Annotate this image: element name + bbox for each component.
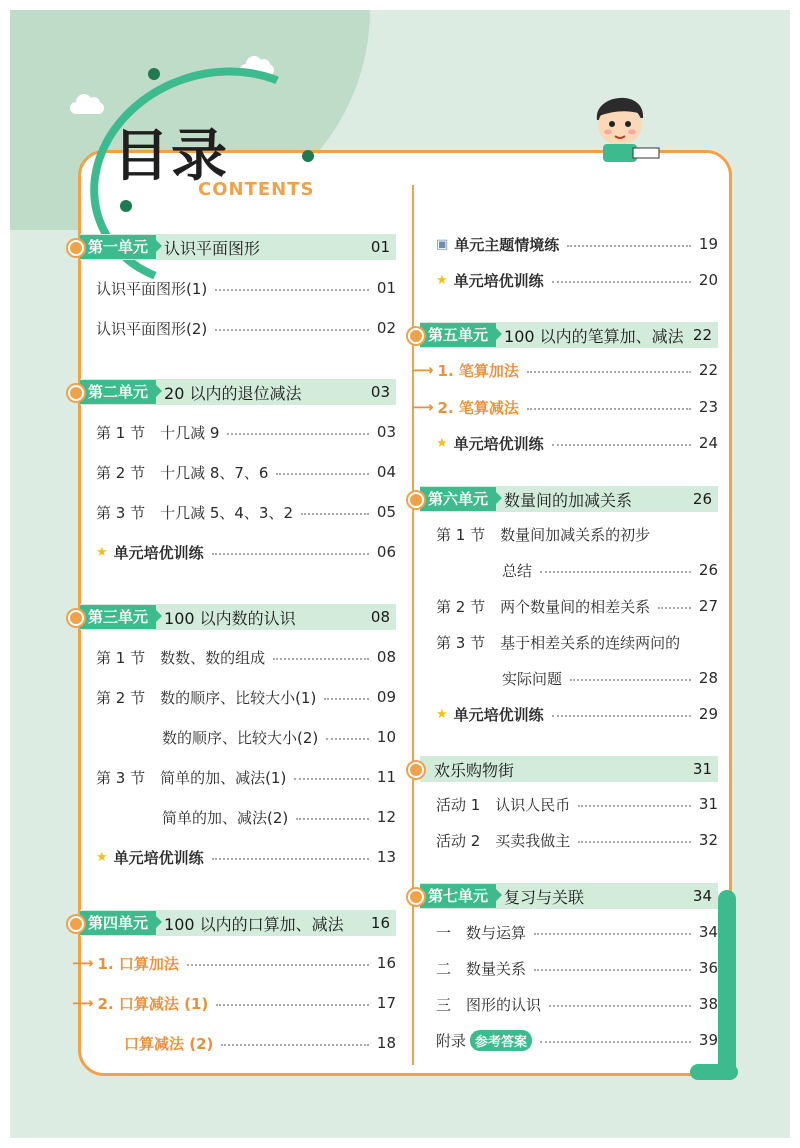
dotted-leader [578, 841, 691, 843]
page-number: 03 [376, 423, 396, 441]
dotted-leader [578, 805, 691, 807]
toc-entry[interactable] [96, 500, 396, 524]
page-number: 31 [698, 795, 718, 813]
book-icon: ▣ [436, 236, 449, 252]
page-number: 19 [698, 235, 718, 253]
page-number: 16 [370, 914, 390, 932]
entry-label: 单元主题情境练 [454, 235, 560, 254]
entry-label: 第 2 节 数的顺序、比较大小(1) [96, 688, 317, 707]
toc-entry[interactable] [72, 951, 396, 975]
entry-label: 单元培优训练 [453, 271, 544, 290]
toc-entry[interactable] [502, 666, 718, 690]
arrow-icon: ⟶ [412, 361, 434, 379]
page-number: 32 [698, 831, 718, 849]
entry-label: 一 数与运算 [436, 923, 527, 942]
star-icon: ★ [436, 435, 448, 451]
page-number: 09 [376, 688, 396, 706]
dotted-leader [187, 964, 369, 966]
star-icon: ★ [96, 544, 108, 560]
page-number: 31 [692, 760, 712, 778]
page-number: 27 [698, 597, 718, 615]
dotted-leader [540, 571, 691, 573]
dotted-leader [552, 715, 691, 717]
page-number: 22 [698, 361, 718, 379]
bullet-dot-icon [408, 762, 424, 778]
entry-label: 2. 口算减法 (1) [97, 994, 209, 1013]
dotted-leader [527, 371, 691, 373]
entry-label: 活动 2 买卖我做主 [436, 831, 571, 850]
toc-entry[interactable] [436, 594, 718, 618]
page-number: 16 [376, 954, 396, 972]
dotted-leader [296, 818, 369, 820]
column-divider [412, 185, 414, 1065]
toc-entry[interactable] [502, 558, 718, 582]
toc-entry[interactable] [96, 685, 396, 709]
dotted-leader [273, 658, 369, 660]
section-header[interactable] [420, 322, 718, 348]
entry-label: 第 1 节 十几减 9 [96, 423, 220, 442]
toc-entry[interactable] [96, 645, 396, 669]
section-header[interactable] [420, 486, 718, 512]
entry-label: 第 2 节 两个数量间的相差关系 [436, 597, 651, 616]
entry-label: 第 2 节 十几减 8、7、6 [96, 463, 269, 482]
page-number: 38 [698, 995, 718, 1013]
page-title: 目录 [113, 124, 229, 189]
green-dot-icon [148, 68, 160, 80]
unit-tag: 第三单元 [80, 605, 156, 629]
dotted-leader [540, 1041, 691, 1043]
dotted-leader [276, 473, 368, 475]
page-number: 28 [698, 669, 718, 687]
unit-name: 认识平面图形 [164, 238, 261, 258]
unit-tag: 第五单元 [420, 323, 496, 347]
toc-entry[interactable] [412, 358, 718, 382]
page-number: 29 [698, 705, 718, 723]
toc-entry[interactable] [124, 1031, 396, 1055]
bullet-dot-icon [408, 328, 424, 344]
bullet-dot-icon [408, 889, 424, 905]
toc-entry[interactable] [436, 630, 718, 654]
page-number: 01 [376, 279, 396, 297]
toc-entry[interactable] [436, 792, 718, 816]
dotted-leader [326, 738, 369, 740]
page-number: 23 [698, 398, 718, 416]
entry-label: 第 1 节 数数、数的组成 [96, 648, 266, 667]
toc-entry[interactable] [436, 702, 718, 726]
entry-label: 总结 [502, 561, 533, 580]
dotted-leader [570, 679, 691, 681]
entry-label: 单元培优训练 [113, 543, 204, 562]
page-number: 11 [376, 768, 396, 786]
dotted-leader [215, 329, 369, 331]
unit-name: 100 以内的笔算加、减法 [504, 326, 684, 346]
page-number: 36 [698, 959, 718, 977]
page-number: 08 [370, 608, 390, 626]
arrow-icon: ⟶ [412, 398, 434, 416]
bullet-dot-icon [68, 916, 84, 932]
toc-entry[interactable] [162, 725, 396, 749]
toc-entry[interactable] [436, 920, 718, 944]
entry-label: 第 3 节 基于相差关系的连续两问的 [436, 633, 681, 652]
toc-entry[interactable] [436, 268, 718, 292]
side-bar-decoration [718, 890, 736, 1080]
bullet-dot-icon [68, 610, 84, 626]
entry-label: 单元培优训练 [113, 848, 204, 867]
page-number: 06 [376, 543, 396, 561]
star-icon: ★ [436, 706, 448, 722]
entry-label: 认识平面图形(1) [96, 279, 208, 298]
entry-label: 2. 笔算减法 [437, 398, 519, 417]
toc-entry[interactable] [96, 420, 396, 444]
bullet-dot-icon [68, 385, 84, 401]
page-number: 26 [698, 561, 718, 579]
page-number: 22 [692, 326, 712, 344]
dotted-leader [301, 513, 369, 515]
dotted-leader [534, 933, 691, 935]
toc-entry[interactable] [436, 956, 718, 980]
toc-entry[interactable] [96, 540, 396, 564]
page-subtitle: CONTENTS [198, 179, 315, 200]
toc-entry[interactable] [436, 828, 718, 852]
entry-label: 活动 1 认识人民币 [436, 795, 571, 814]
toc-entry[interactable] [436, 1028, 718, 1052]
dotted-leader [552, 281, 691, 283]
entry-label: 单元培优训练 [453, 705, 544, 724]
page-number: 13 [376, 848, 396, 866]
dotted-leader [216, 1004, 369, 1006]
toc-entry[interactable] [436, 992, 718, 1016]
dotted-leader [215, 289, 369, 291]
entry-label: 1. 口算加法 [97, 954, 179, 973]
toc-entry[interactable] [436, 232, 718, 256]
unit-name: 复习与关联 [504, 887, 585, 907]
section-header[interactable] [80, 379, 396, 405]
star-icon: ★ [436, 272, 448, 288]
entry-label: 第 3 节 简单的加、减法(1) [96, 768, 287, 787]
page-number: 34 [692, 887, 712, 905]
section-header[interactable] [80, 910, 396, 936]
star-icon: ★ [96, 849, 108, 865]
dotted-leader [227, 433, 369, 435]
toc-entry[interactable] [96, 765, 396, 789]
entry-label: 三 图形的认识 [436, 995, 542, 1014]
section-header[interactable] [420, 883, 718, 909]
unit-name: 20 以内的退位减法 [164, 383, 302, 403]
unit-tag: 第四单元 [80, 911, 156, 935]
toc-entry[interactable] [96, 845, 396, 869]
toc-entry[interactable] [162, 805, 396, 829]
unit-tag: 第七单元 [420, 884, 496, 908]
page-number: 24 [698, 434, 718, 452]
dotted-leader [549, 1005, 691, 1007]
toc-entry[interactable] [96, 276, 396, 300]
entry-label: 单元培优训练 [453, 434, 544, 453]
entry-label: 第 3 节 十几减 5、4、3、2 [96, 503, 294, 522]
dotted-leader [534, 969, 691, 971]
green-dot-icon [302, 150, 314, 162]
entry-label: 实际问题 [502, 669, 563, 688]
toc-entry[interactable] [412, 395, 718, 419]
entry-label: 1. 笔算加法 [437, 361, 519, 380]
boy-reading-illustration [575, 80, 665, 170]
green-dot-icon [120, 200, 132, 212]
page-number: 20 [698, 271, 718, 289]
toc-entry[interactable] [436, 431, 718, 455]
page-number: 01 [370, 238, 390, 256]
entry-label: 第 1 节 数量间加减关系的初步 [436, 525, 651, 544]
entry-label: 口算减法 (2) [124, 1034, 214, 1053]
arrow-icon: ⟶ [72, 994, 94, 1012]
unit-name: 100 以内的口算加、减法 [164, 914, 344, 934]
page-number: 05 [376, 503, 396, 521]
dotted-leader [212, 858, 369, 860]
entry-label: 二 数量关系 [436, 959, 527, 978]
unit-name: 欢乐购物街 [434, 760, 515, 780]
entry-label: 数的顺序、比较大小(2) [162, 728, 319, 747]
section-header[interactable] [80, 234, 396, 260]
unit-name: 100 以内数的认识 [164, 608, 296, 628]
toc-entry[interactable] [72, 991, 396, 1015]
dotted-leader [324, 698, 369, 700]
arrow-icon: ⟶ [72, 954, 94, 972]
page-number: 02 [376, 319, 396, 337]
unit-tag: 第一单元 [80, 235, 156, 259]
bullet-dot-icon [68, 240, 84, 256]
toc-entry[interactable] [96, 460, 396, 484]
dotted-leader [567, 245, 691, 247]
page-number: 10 [376, 728, 396, 746]
dotted-leader [527, 408, 691, 410]
dotted-leader [658, 607, 691, 609]
entry-label: 附录 [436, 1031, 467, 1050]
unit-tag: 第六单元 [420, 487, 496, 511]
dotted-leader [552, 444, 691, 446]
entry-label: 认识平面图形(2) [96, 319, 208, 338]
section-header[interactable] [80, 604, 396, 630]
unit-tag: 第二单元 [80, 380, 156, 404]
entry-label: 简单的加、减法(2) [162, 808, 289, 827]
unit-name: 数量间的加减关系 [504, 490, 633, 510]
answer-badge: 参考答案 [470, 1030, 532, 1051]
page-number: 17 [376, 994, 396, 1012]
toc-entry[interactable] [96, 316, 396, 340]
page-number: 18 [376, 1034, 396, 1052]
page-number: 03 [370, 383, 390, 401]
dotted-leader [221, 1044, 369, 1046]
page-number: 39 [698, 1031, 718, 1049]
dotted-leader [294, 778, 369, 780]
bullet-dot-icon [408, 492, 424, 508]
corner-bar-decoration [690, 1064, 738, 1080]
page-number: 26 [692, 490, 712, 508]
toc-entry[interactable] [436, 522, 718, 546]
cloud-icon [70, 102, 104, 114]
page-number: 08 [376, 648, 396, 666]
page-number: 12 [376, 808, 396, 826]
page-number: 04 [376, 463, 396, 481]
page-number: 34 [698, 923, 718, 941]
dotted-leader [212, 553, 369, 555]
section-header[interactable] [420, 756, 718, 782]
